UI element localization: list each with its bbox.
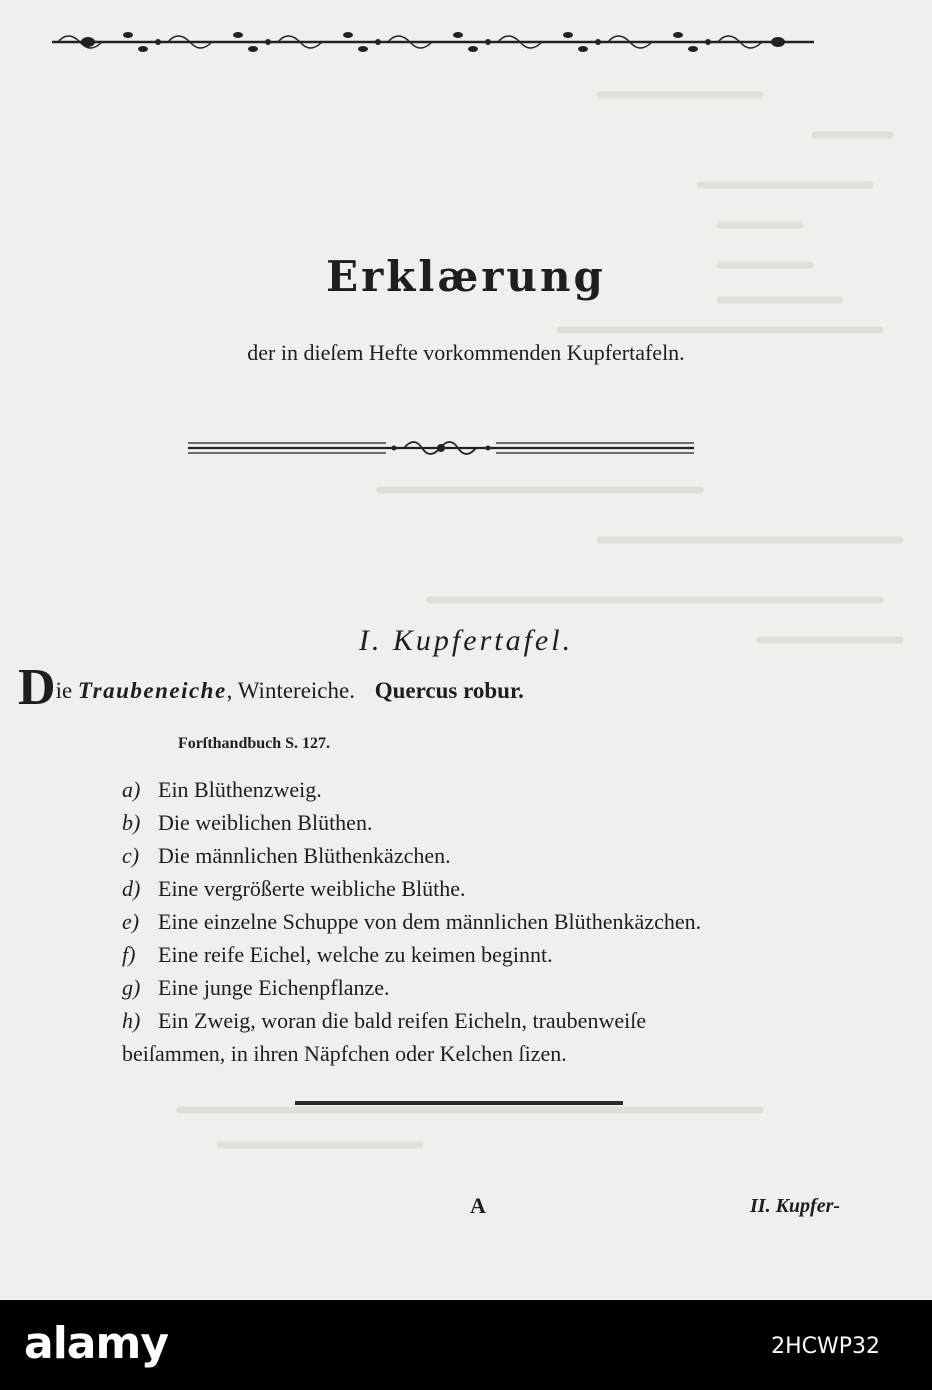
top-floral-border bbox=[48, 26, 818, 58]
item-letter: b) bbox=[122, 810, 141, 835]
list-item-continuation: beiſammen, in ihren Näpfchen oder Kelchen ſizen. bbox=[122, 1041, 567, 1066]
figure-list bbox=[122, 773, 882, 1070]
closing-rule bbox=[295, 1101, 623, 1105]
list-item bbox=[122, 1004, 882, 1037]
item-letter: a) bbox=[122, 777, 141, 802]
page-title: Erklærung bbox=[326, 252, 606, 301]
item-text: Ein Blüthenzweig. bbox=[158, 777, 322, 802]
list-item bbox=[122, 773, 882, 806]
item-text: Die weiblichen Blüthen. bbox=[158, 810, 373, 835]
item-letter: e) bbox=[122, 909, 140, 934]
list-item bbox=[122, 806, 882, 839]
page-subtitle: der in dieſem Hefte vorkommenden Kupfertafeln. bbox=[247, 340, 685, 365]
list-item bbox=[122, 905, 882, 938]
watermark-footer bbox=[0, 1300, 932, 1390]
list-item bbox=[122, 938, 882, 971]
section-heading: I. Kupfertafel. bbox=[358, 624, 574, 657]
reference-line: Forſthandbuch S. 127. bbox=[178, 735, 331, 752]
signature-mark: A bbox=[470, 1193, 486, 1218]
lead-after-cap: ie bbox=[55, 678, 73, 703]
item-text: Die männlichen Blüthenkäzchen. bbox=[158, 843, 451, 868]
catchword: II. Kupfer- bbox=[750, 1195, 841, 1217]
item-text: Eine vergrößerte weibliche Blüthe. bbox=[158, 876, 466, 901]
latin-name: Quercus robur. bbox=[374, 678, 524, 703]
species-name: Traubeneiche bbox=[77, 678, 227, 703]
item-text: Eine einzelne Schuppe von dem männlichen Blüthenkäzchen. bbox=[158, 909, 702, 934]
item-letter: h) bbox=[122, 1008, 141, 1033]
stock-id: 2HCWP32 bbox=[771, 1334, 880, 1359]
item-letter: g) bbox=[122, 975, 141, 1000]
brand-logo: alamy bbox=[24, 1318, 168, 1369]
list-item bbox=[122, 839, 882, 872]
item-letter: d) bbox=[122, 876, 141, 901]
item-text: Eine reife Eichel, welche zu keimen beginnt. bbox=[158, 942, 553, 967]
list-item bbox=[122, 971, 882, 1004]
item-letter: f) bbox=[122, 942, 136, 967]
item-letter: c) bbox=[122, 843, 140, 868]
common-name: Wintereiche. bbox=[237, 678, 355, 703]
item-text: Ein Zweig, woran die bald reifen Eicheln, traubenweiſe bbox=[158, 1008, 647, 1033]
ornamental-rule bbox=[186, 436, 696, 460]
list-item bbox=[122, 872, 882, 905]
item-text: Eine junge Eichenpflanze. bbox=[158, 975, 390, 1000]
drop-cap: D bbox=[18, 659, 56, 716]
lead-paragraph bbox=[18, 659, 524, 716]
lead-separator: , bbox=[226, 678, 233, 703]
